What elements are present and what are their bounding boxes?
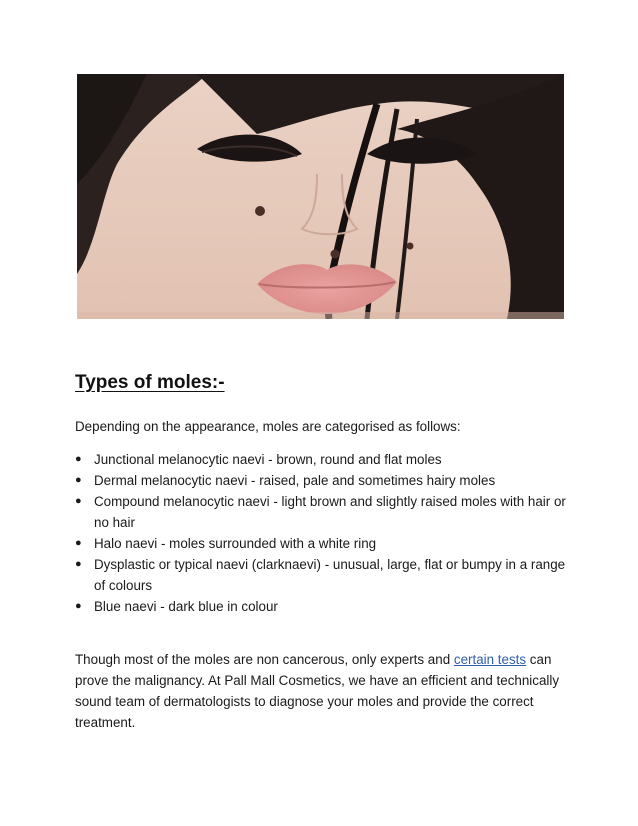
list-item (75, 470, 570, 491)
list-item (75, 596, 570, 617)
bullet-icon: ● (75, 600, 82, 612)
list-item-text: Halo naevi - moles surrounded with a white ring (94, 536, 377, 551)
list-item (75, 449, 570, 470)
face-with-moles-photo-icon (77, 74, 564, 319)
list-item-text: Dysplastic or typical naevi (clarknaevi) - unusual, large, flat or bumpy in a range of colours (94, 557, 566, 593)
list-item-text: Blue naevi - dark blue in colour (94, 599, 278, 614)
list-item (75, 533, 570, 554)
bullet-icon: ● (75, 474, 82, 486)
closing-text-start: Though most of the moles are non cancerous, only experts and (75, 652, 454, 667)
list-item-text: Junctional melanocytic naevi - brown, round and flat moles (94, 452, 442, 467)
certain-tests-link[interactable]: certain tests (453, 652, 527, 667)
closing-text-end: can prove the malignancy. At Pall Mall Cosmetics, we have an efficient and technically sound team of dermatologists to diagnose your moles and provide the correct treatment. (75, 652, 560, 730)
bullet-icon: ● (75, 453, 82, 465)
list-item (75, 554, 570, 596)
mole-types-list (75, 449, 570, 617)
list-item (75, 491, 570, 533)
section-heading: Types of moles:- (75, 372, 225, 393)
list-item-text: Compound melanocytic naevi - light brown and slightly raised moles with hair or no hair (94, 494, 566, 530)
bullet-icon: ● (75, 558, 82, 570)
bullet-icon: ● (75, 495, 82, 507)
bullet-icon: ● (75, 537, 82, 549)
list-item-text: Dermal melanocytic naevi - raised, pale and sometimes hairy moles (94, 473, 496, 488)
intro-text: Depending on the appearance, moles are categorised as follows: (75, 419, 461, 434)
closing-paragraph (75, 649, 567, 733)
face-photo (77, 74, 564, 319)
